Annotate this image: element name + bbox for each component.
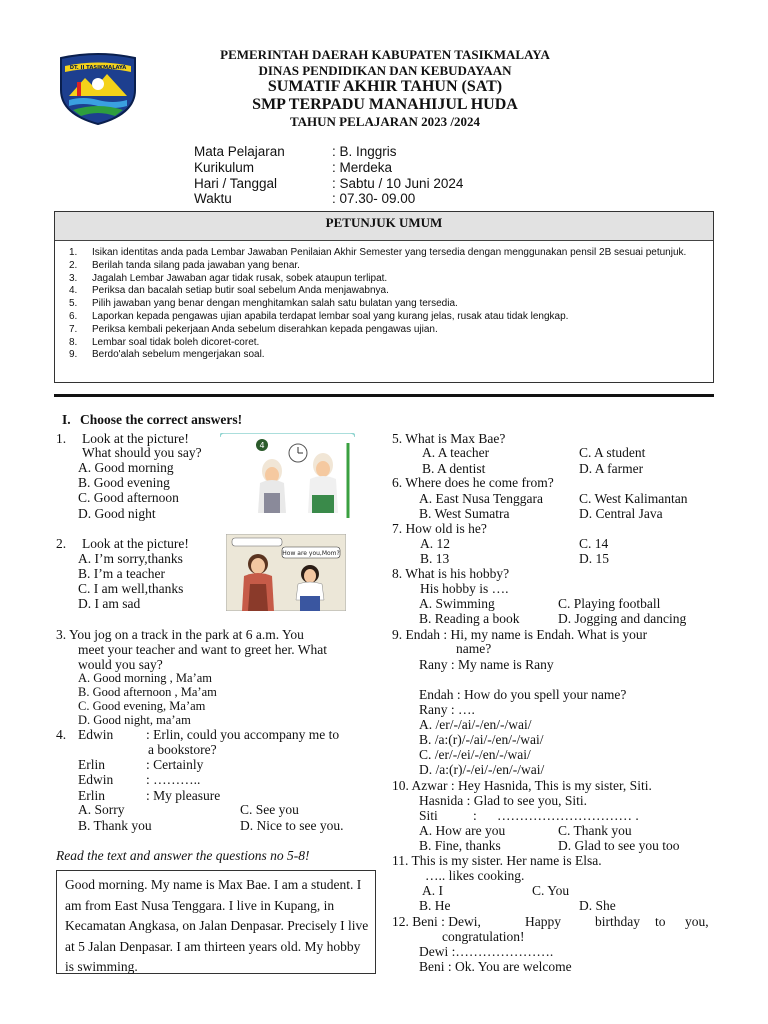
q11-option-a[interactable]: A. I bbox=[422, 883, 443, 898]
q3-option-c[interactable]: C. Good evening, Ma’am bbox=[78, 699, 206, 713]
reading-passage-box bbox=[56, 870, 376, 974]
q2-number: 2. bbox=[56, 536, 67, 551]
general-instructions-box bbox=[54, 211, 714, 383]
section-number: I. bbox=[62, 412, 71, 427]
q11-text: 11. This is my sister. Her name is Elsa. bbox=[392, 853, 602, 868]
logo-text: DT. II TASIKMALAYA bbox=[69, 65, 127, 71]
reading-instruction: Read the text and answer the questions no 5-8! bbox=[56, 848, 310, 863]
q7-option-d[interactable]: D. 15 bbox=[579, 551, 609, 566]
q12-word-you: you, bbox=[685, 914, 709, 929]
q10-text-2: Hasnida : Glad to see you, Siti. bbox=[419, 793, 587, 808]
q5-option-c[interactable]: C. A student bbox=[579, 445, 646, 460]
q1-option-c[interactable]: C. Good afternoon bbox=[78, 490, 179, 505]
general-instructions-title: PETUNJUK UMUM bbox=[55, 212, 713, 241]
q1-option-a[interactable]: A. Good morning bbox=[78, 460, 174, 475]
section-divider bbox=[54, 394, 714, 397]
q1-option-b[interactable]: B. Good evening bbox=[78, 475, 170, 490]
q4-speaker-3: Edwin bbox=[78, 772, 114, 787]
q4-option-a[interactable]: A. Sorry bbox=[78, 802, 125, 817]
q12-word-birthday: birthday bbox=[595, 914, 640, 929]
q2-option-b[interactable]: B. I’m a teacher bbox=[78, 566, 165, 581]
q2-text: Look at the picture! bbox=[82, 536, 189, 551]
instruction-item: 3. Jagalah Lembar Jawaban agar tidak rusak, sobek ataupun terlipat. bbox=[69, 272, 388, 284]
q7-option-c[interactable]: C. 14 bbox=[579, 536, 609, 551]
q7-text: 7. How old is he? bbox=[392, 521, 487, 536]
header-academic-year: TAHUN PELAJARAN 2023 /2024 bbox=[289, 114, 481, 129]
q12-text-2: congratulation! bbox=[442, 929, 525, 944]
q3-text-3: would you say? bbox=[78, 657, 163, 672]
q6-option-a[interactable]: A. East Nusa Tenggara bbox=[419, 491, 544, 506]
q10-option-d[interactable]: D. Glad to see you too bbox=[558, 838, 680, 853]
q4-option-c[interactable]: C. See you bbox=[240, 802, 299, 817]
q6-option-c[interactable]: C. West Kalimantan bbox=[579, 491, 688, 506]
info-subject: Mata Pelajaran : B. Inggris bbox=[194, 144, 397, 159]
q10-option-b[interactable]: B. Fine, thanks bbox=[419, 838, 501, 853]
q8-option-b[interactable]: B. Reading a book bbox=[419, 611, 520, 626]
q11-option-c[interactable]: C. You bbox=[532, 883, 570, 898]
q4-line-1b: a bookstore? bbox=[148, 742, 217, 757]
q12-text: 12. Beni : Dewi, bbox=[392, 914, 481, 929]
q1-option-d[interactable]: D. Good night bbox=[78, 506, 156, 521]
q2-speech-bubble: How are you,Mom? bbox=[282, 550, 340, 557]
instruction-item: 7. Periksa kembali pekerjaan Anda sebelum diserahkan kepada pengawas ujian. bbox=[69, 323, 438, 335]
q12-text-4: Beni : Ok. You are welcome bbox=[419, 959, 572, 974]
q9-option-c[interactable]: C. /er/-/ei/-/en/-/wai/ bbox=[419, 747, 531, 762]
q3-option-d[interactable]: D. Good night, ma’am bbox=[78, 713, 191, 727]
q8-text: 8. What is his hobby? bbox=[392, 566, 510, 581]
info-date: Hari / Tanggal : Sabtu / 10 Juni 2024 bbox=[194, 176, 464, 191]
q6-option-d[interactable]: D. Central Java bbox=[579, 506, 663, 521]
q4-line-1: : Erlin, could you accompany me to bbox=[146, 727, 340, 742]
q10-colon: : bbox=[473, 808, 477, 823]
q12-word-to: to bbox=[655, 914, 666, 929]
instruction-item: 6. Laporkan kepada pengawas ujian apabila terdapat lembar soal yang kurang jelas, rusak atau tidak lengkap. bbox=[69, 310, 569, 322]
q11-text-2: ….. likes cooking. bbox=[425, 868, 525, 883]
q10-option-a[interactable]: A. How are you bbox=[419, 823, 506, 838]
q4-line-4: : My pleasure bbox=[146, 788, 221, 803]
q10-blank: ………………………… . bbox=[497, 808, 639, 823]
q2-option-d[interactable]: D. I am sad bbox=[78, 596, 141, 611]
header-department: DINAS PENDIDIKAN DAN KEBUDAYAAN bbox=[258, 63, 512, 78]
q11-option-d[interactable]: D. She bbox=[579, 898, 616, 913]
q5-option-b[interactable]: B. A dentist bbox=[422, 461, 486, 476]
q2-option-c[interactable]: C. I am well,thanks bbox=[78, 581, 184, 596]
q9-text: 9. Endah : Hi, my name is Endah. What is your bbox=[392, 627, 648, 642]
q12-word-happy: Happy bbox=[525, 914, 561, 929]
q4-line-3: : ……….. bbox=[146, 772, 201, 787]
reading-passage: Good morning. My name is Max Bae. I am a student. I am from East Nusa Tenggara. I live in Kupang, in Kecamatan Angkasa, on Jalan Denpasar. Precisely I live at 5 Jalan Denpasar. I am thirteen years old. My hobby is swimming. bbox=[65, 877, 369, 974]
q4-speaker-2: Erlin bbox=[78, 757, 105, 772]
q8-text-2: His hobby is …. bbox=[420, 581, 509, 596]
q9-text-3: Rany : My name is Rany bbox=[419, 657, 554, 672]
q4-option-b[interactable]: B. Thank you bbox=[78, 818, 152, 833]
q5-option-d[interactable]: D. A farmer bbox=[579, 461, 644, 476]
q7-option-b[interactable]: B. 13 bbox=[420, 551, 450, 566]
q8-option-d[interactable]: D. Jogging and dancing bbox=[558, 611, 687, 626]
q3-text-2: meet your teacher and want to greet her. What bbox=[78, 642, 328, 657]
q10-option-c[interactable]: C. Thank you bbox=[558, 823, 632, 838]
section-title: Choose the correct answers! bbox=[80, 412, 243, 427]
q9-option-a[interactable]: A. /er/-/ai/-/en/-/wai/ bbox=[419, 717, 532, 732]
q3-option-a[interactable]: A. Good morning , Ma’am bbox=[78, 671, 213, 685]
q9-option-b[interactable]: B. /a:(r)/-/ai/-/en/-/wai/ bbox=[419, 732, 544, 747]
q9-text-4: Endah : How do you spell your name? bbox=[419, 687, 627, 702]
svg-text:4: 4 bbox=[259, 441, 265, 450]
q2-option-a[interactable]: A. I’m sorry,thanks bbox=[78, 551, 183, 566]
q4-number: 4. bbox=[56, 727, 67, 742]
q1-picture bbox=[220, 433, 355, 520]
q4-line-2: : Certainly bbox=[146, 757, 204, 772]
q10-text: 10. Azwar : Hey Hasnida, This is my sister, Siti. bbox=[392, 778, 652, 793]
q5-text: 5. What is Max Bae? bbox=[392, 431, 506, 446]
q3-option-b[interactable]: B. Good afternoon , Ma’am bbox=[78, 685, 217, 699]
q8-option-c[interactable]: C. Playing football bbox=[558, 596, 661, 611]
q5-option-a[interactable]: A. A teacher bbox=[422, 445, 490, 460]
q6-option-b[interactable]: B. West Sumatra bbox=[419, 506, 510, 521]
q9-text-5: Rany : …. bbox=[419, 702, 475, 717]
q6-text: 6. Where does he come from? bbox=[392, 475, 554, 490]
q4-speaker-1: Edwin bbox=[78, 727, 114, 742]
q4-speaker-4: Erlin bbox=[78, 788, 105, 803]
q9-text-2: name? bbox=[456, 641, 492, 656]
q10-speaker: Siti bbox=[419, 808, 438, 823]
instruction-item: 2. Berilah tanda silang pada jawaban yang benar. bbox=[69, 259, 300, 271]
q8-option-a[interactable]: A. Swimming bbox=[419, 596, 495, 611]
q11-option-b[interactable]: B. He bbox=[419, 898, 451, 913]
instruction-item: 8. Lembar soal tidak boleh dicoret-coret. bbox=[69, 336, 260, 348]
instruction-item: 9. Berdo'alah sebelum mengerjakan soal. bbox=[69, 349, 265, 361]
instruction-item: 1. Isikan identitas anda pada Lembar Jawaban Penilaian Akhir Semester yang tersedia dengan menggunakan pensil 2B sesuai petunjuk. bbox=[69, 247, 687, 258]
general-instructions-list bbox=[59, 247, 709, 362]
info-curriculum: Kurikulum : Merdeka bbox=[194, 160, 393, 175]
header-government: PEMERINTAH DAERAH KABUPATEN TASIKMALAYA bbox=[220, 47, 550, 62]
q3-text: 3. You jog on a track in the park at 6 a.m. You bbox=[56, 627, 304, 642]
q12-text-3: Dewi :…………………. bbox=[419, 944, 554, 959]
q1-number: 1. bbox=[56, 431, 67, 446]
instruction-item: 5. Pilih jawaban yang benar dengan menghitamkan salah satu bulatan yang tersedia. bbox=[69, 298, 458, 310]
q2-picture bbox=[226, 534, 346, 611]
header-exam-title: SUMATIF AKHIR TAHUN (SAT) bbox=[267, 78, 503, 95]
q1-text-2: What should you say? bbox=[82, 445, 202, 460]
q1-text: Look at the picture! bbox=[82, 431, 189, 446]
q7-option-a[interactable]: A. 12 bbox=[420, 536, 450, 551]
header-school-name: SMP TERPADU MANAHIJUL HUDA bbox=[252, 96, 518, 113]
instruction-item: 4. Periksa dan bacalah setiap butir soal sebelum Anda menjawabnya. bbox=[69, 285, 389, 297]
q4-option-d[interactable]: D. Nice to see you. bbox=[240, 818, 344, 833]
regency-logo bbox=[55, 52, 141, 126]
info-time: Waktu : 07.30- 09.00 bbox=[194, 191, 416, 206]
q9-option-d[interactable]: D. /a:(r)/-/ei/-/en/-/wai/ bbox=[419, 762, 545, 777]
